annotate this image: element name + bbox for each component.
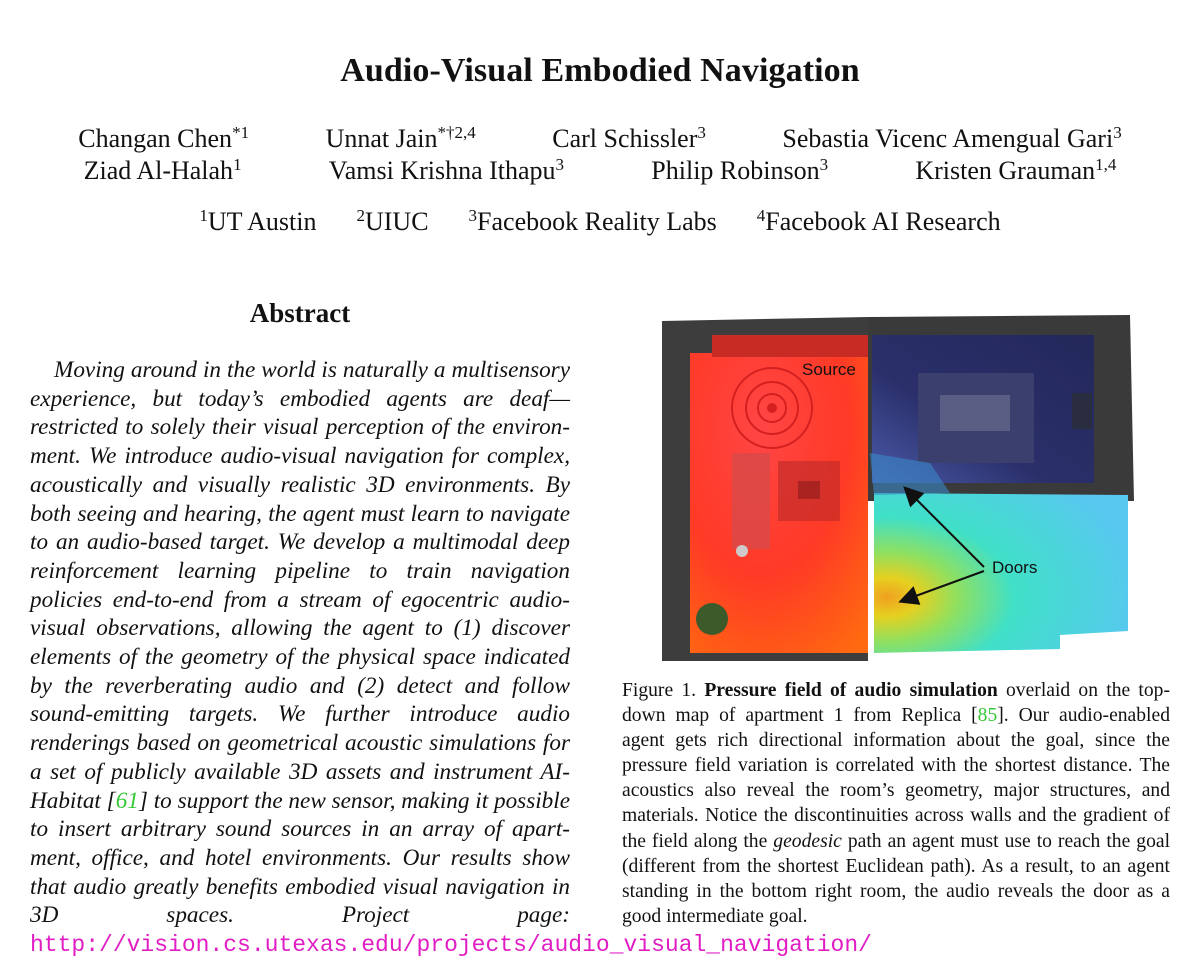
author: Philip Robinson$^3$ xyxy=(651,155,829,185)
affiliation: $^2$UIUC xyxy=(356,206,429,236)
doors-label: Doors xyxy=(992,558,1038,577)
author: Sebastia Vicenc Amengual Gari$^3$ xyxy=(782,123,1122,153)
citation-link[interactable]: 85 xyxy=(977,705,998,727)
source-label: Source xyxy=(802,360,856,379)
paper-title: Audio-Visual Embodied Navigation xyxy=(340,52,860,89)
author: Kristen Grauman$^{1,4}$ xyxy=(915,155,1117,185)
author: Unnat Jain$^{*\dagger 2,4}$ xyxy=(325,123,476,153)
author: Changan Chen$^{*1}$ xyxy=(78,123,250,153)
author: Vamsi Krishna Ithapu$^3$ xyxy=(328,155,565,185)
authors-row-1 xyxy=(40,124,1160,154)
author: Carl Schissler$^3$ xyxy=(552,123,706,153)
abstract-body: Moving around in the world is naturally a multisensory experience, but today’s embodied agents are deaf—restricted to solely their visual perception of the environment. We introduce audio-visual navigation for complex, acoustically and visually realistic 3D environments. By both seeing and hearing, the agent must learn to navigate to an audio-based target. We develop a multimodal deep reinforcement learning pipeline to train navigation policies end-to-end from a stream of egocentric audio-visual observations, allowing the agent to (1) discover elements of the geometry of the physical space indicated by the reverberating audio and (2) detect and follow sound-emitting targets. We further introduce audio renderings based on geometrical acoustic simulations for a set of publicly available 3D assets and instrument AI-Habitat [61] to support the new sensor, making it possible to insert arbitrary sound sources in an array of apartment, office, and hotel environments. Our results show that audio greatly benefits embodied visual navigation in 3D spaces. Project page: http://vision.cs.utexas.edu/projects/audio_visual_navigation/ xyxy=(30,357,872,959)
affiliations xyxy=(0,207,1200,237)
affiliation: $^3$Facebook Reality Labs xyxy=(468,206,717,236)
affiliation: $^1$UT Austin xyxy=(199,206,317,236)
abstract-heading: Abstract xyxy=(249,298,351,328)
figure-caption: Figure 1. Pressure field of audio simulation overlaid on the top-down map of apartment 1 from Replica [85]. Our audio-enabled agent gets rich directional information about the goal, since the pressure field variation is correlated with the shortest distance. The acoustics also reveal the room’s geometry, major structures, and materials. Notice the discontinuities across walls and the gradient of the field along the geodesic path an agent must use to reach the goal (different from the shortest Euclidean path). As a result, to an agent standing in the bottom right room, the audio reveals the door as a good intermediate goal. xyxy=(622,680,1171,927)
floorplan-image xyxy=(660,313,1148,665)
author: Ziad Al-Halah$^1$ xyxy=(83,155,242,185)
authors-row-2 xyxy=(40,156,1160,186)
citation-link[interactable]: 61 xyxy=(115,787,139,814)
affiliation: $^4$Facebook AI Research xyxy=(756,206,1001,236)
project-page-link[interactable]: http://vision.cs.utexas.edu/projects/audio_visual_navigation/ xyxy=(30,932,872,959)
figure-pressure-field xyxy=(660,313,1148,665)
